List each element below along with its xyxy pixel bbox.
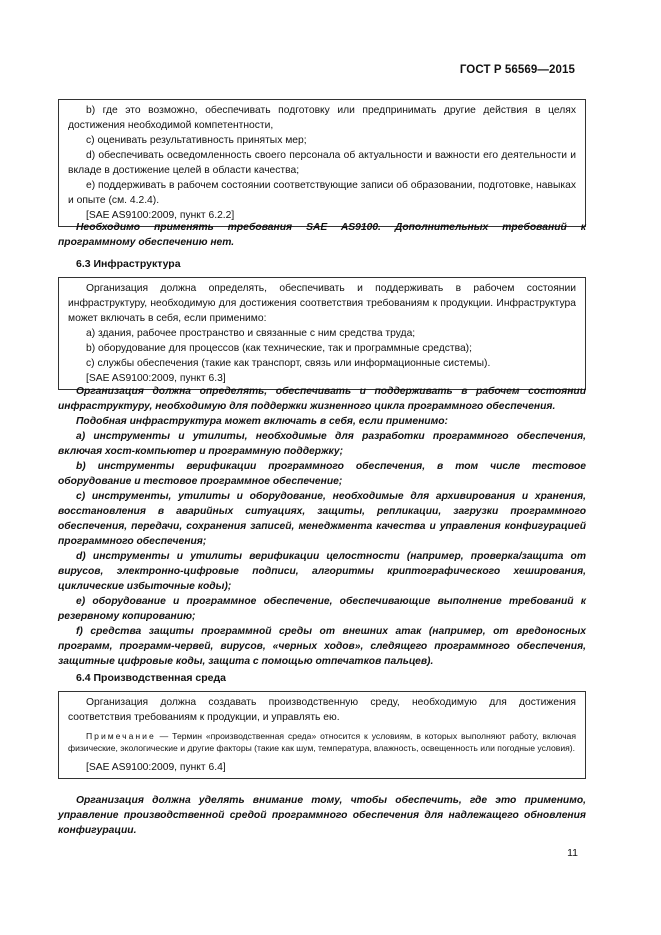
note-text: — Термин «производственная среда» относится к условиям, в которых выполняют работу, включая физические, экологические и другие факторы (такие как шум, температура, влажность, освещенность или погодные условия). [68, 731, 576, 753]
infrastructure-requirements [58, 384, 586, 669]
software-requirement-paragraph [58, 220, 586, 250]
list-item: Организация должна определять, обеспечивать и поддерживать в рабочем состоянии инфраструктуру, необходимую для достижения соответствия требованиям к продукции. Инфраструктура может включать в себя, если применимо: [68, 283, 576, 324]
paragraph: Организация должна создавать производственную среду, необходимую для достижения соответствия требованиям к продукции, и управлять ею. [68, 697, 576, 723]
list-item: e) оборудование и программное обеспечение, обеспечивающие выполнение требований к резервному копированию; [58, 596, 586, 622]
list-item: a) инструменты и утилиты, необходимые для разработки программного обеспечения, включая хост-компьютер и программную поддержку; [58, 431, 586, 457]
source-reference: [SAE AS9100:2009, пункт 6.2.2] [86, 210, 235, 221]
quoted-requirement-box-622 [58, 99, 586, 227]
list-item: e) поддерживать в рабочем состоянии соответствующие записи об образовании, подготовке, навыках и опыте (см. 4.2.4). [68, 180, 576, 206]
list-item: c) инструменты, утилиты и оборудование, необходимые для архивирования и хранения, восстановления в аварийных ситуациях, защиты, репликации, загрузки программного обеспечения, передачи, сохранения записей, менеджмента качества и управления конфигурацией программного обеспечения; [58, 491, 586, 547]
note [68, 730, 576, 754]
paragraph: Подобная инфраструктура может включать в себя, если применимо: [76, 416, 448, 427]
list-item: b) оборудование для процессов (как технические, так и программные средства); [86, 343, 472, 354]
section-heading-6-4: 6.4 Производственная среда [76, 672, 226, 684]
work-environment-requirement [58, 793, 586, 838]
source-reference: [SAE AS9100:2009, пункт 6.3] [86, 373, 226, 384]
note-label: Примечание [86, 731, 156, 741]
standard-number: ГОСТ Р 56569—2015 [459, 64, 575, 76]
quoted-requirement-box-63 [58, 277, 586, 390]
list-item: c) оценивать результативность принятых мер; [86, 135, 307, 146]
list-item: c) службы обеспечения (такие как транспорт, связь или информационные системы). [86, 358, 491, 369]
source-reference: [SAE AS9100:2009, пункт 6.4] [86, 762, 226, 773]
paragraph: Организация должна уделять внимание тому, чтобы обеспечить, где это применимо, управление производственной средой программного обеспечения для надлежащего обновления конфигурации. [58, 795, 586, 836]
paragraph: Необходимо применять требования SAE AS9100. Дополнительных требований к программному обеспечению нет. [58, 222, 586, 248]
quoted-requirement-box-64 [58, 691, 586, 779]
page-number: 11 [567, 847, 578, 859]
list-item: b) где это возможно, обеспечивать подготовку или предпринимать другие действия в целях достижения необходимой компетентности, [68, 105, 576, 131]
list-item: a) здания, рабочее пространство и связанные с ним средства труда; [86, 328, 416, 339]
list-item: d) обеспечивать осведомленность своего персонала об актуальности и важности его деятельности и вкладе в достижение целей в области качества; [68, 150, 576, 176]
list-item: b) инструменты верификации программного обеспечения, в том числе тестовое оборудование и тестовое программное обеспечение; [58, 461, 586, 487]
list-item: d) инструменты и утилиты верификации целостности (например, проверка/защита от вирусов, электронно-цифровые подписи, алгоритмы криптографического хеширования, циклические избыточные коды); [58, 551, 586, 592]
list-item: f) средства защиты программной среды от внешних атак (например, от вредоносных программ, программ-червей, вирусов, «черных ходов», следящего программного обеспечения, защитные цифровые коды, защита с помощью отпечатков пальцев). [58, 626, 586, 667]
paragraph: Организация должна определять, обеспечивать и поддерживать в рабочем состоянии инфраструктуру, необходимую для поддержки жизненного цикла программного обеспечения. [58, 386, 586, 412]
section-heading-6-3: 6.3 Инфраструктура [76, 258, 181, 270]
